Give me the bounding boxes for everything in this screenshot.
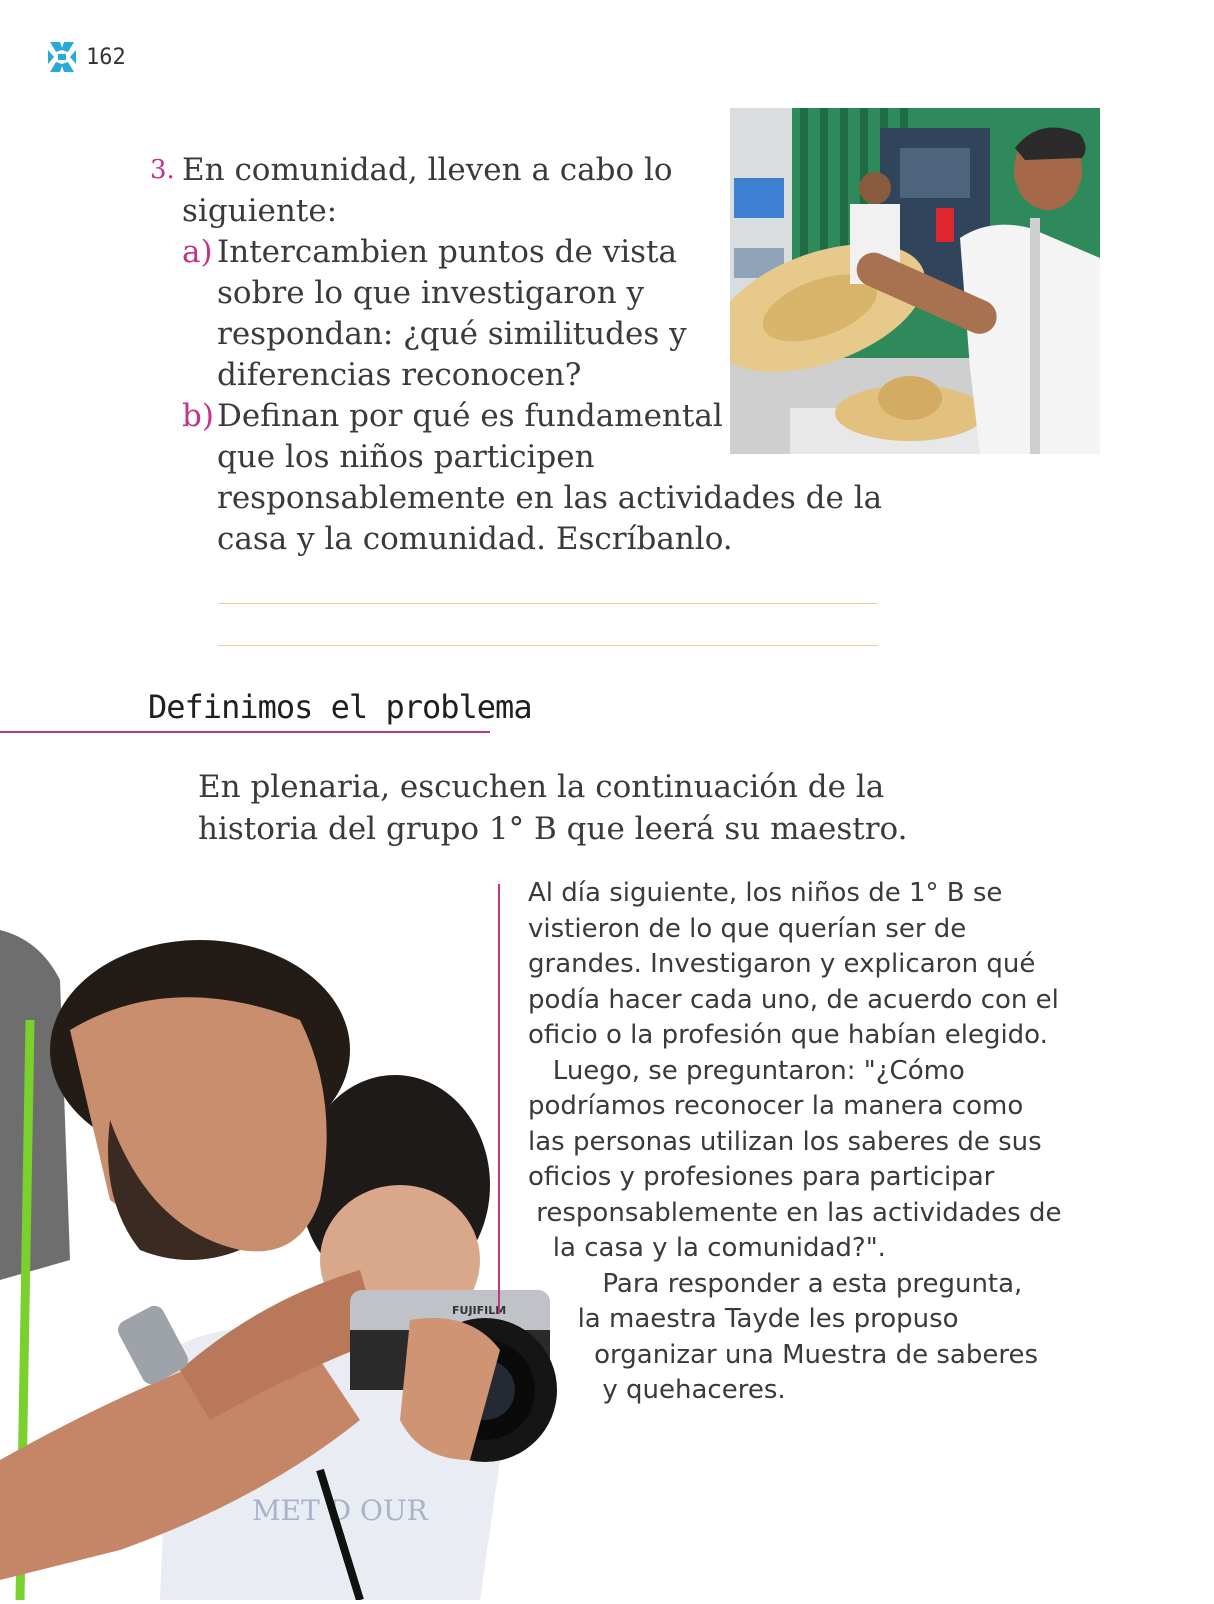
story-line: vistieron de lo que querían ser de	[528, 913, 967, 944]
story-line: organizar una Muestra de saberes	[528, 1339, 1039, 1370]
section-rule	[0, 731, 490, 733]
plenary-line: historia del grupo 1° B que leerá su maestro.	[198, 811, 908, 847]
story-line: oficios y profesiones para participar	[528, 1162, 995, 1192]
book-logo-icon	[48, 40, 76, 74]
question-line: siguiente:	[182, 193, 338, 229]
story-line: podía hacer cada uno, de acuerdo con el	[528, 984, 1059, 1015]
question-line: En comunidad, lleven a cabo lo	[182, 152, 673, 188]
question-number: 3.	[150, 155, 175, 185]
story-line: grandes. Investigaron y explicaron qué	[528, 949, 1036, 979]
story-line: responsablemente en las actividades de	[528, 1197, 1062, 1228]
item-a-letter: a)	[182, 234, 213, 270]
item-b-line: casa y la comunidad. Escríbanlo.	[217, 521, 733, 557]
story-divider	[498, 884, 500, 1314]
page-number	[48, 40, 126, 74]
story-line: Luego, se preguntaron: "¿Cómo	[528, 1055, 965, 1086]
story-line: la maestra Tayde les propuso	[528, 1304, 959, 1334]
item-b-letter: b)	[182, 398, 214, 434]
hat-maker-photo	[730, 108, 1100, 454]
item-a-line: sobre lo que investigaron y	[217, 275, 645, 311]
item-a-line: diferencias reconocen?	[217, 357, 582, 393]
page-number-text: 162	[86, 44, 126, 70]
story-line: oficio o la profesión que habían elegido.	[528, 1020, 1048, 1050]
shirt-text: MET D OUR	[252, 1494, 428, 1527]
plenary-line: En plenaria, escuchen la continuación de la	[198, 769, 885, 805]
story-line: la casa y la comunidad?".	[528, 1233, 886, 1263]
story-line: Para responder a esta pregunta,	[528, 1268, 1023, 1299]
item-b-line: que los niños participen	[217, 439, 595, 475]
story-line: podríamos reconocer la manera como	[528, 1091, 1024, 1121]
story-text	[528, 876, 1061, 1409]
answer-line[interactable]	[218, 645, 878, 646]
item-b-line: Definan por qué es fundamental	[217, 398, 723, 434]
section-title: Definimos el problema	[148, 688, 532, 726]
item-a-line: respondan: ¿qué similitudes y	[217, 316, 687, 352]
item-a-line: Intercambien puntos de vista	[217, 234, 677, 270]
story-line: y quehaceres.	[528, 1375, 786, 1405]
story-line: las personas utilizan los saberes de sus	[528, 1126, 1042, 1157]
item-b-line: responsablemente en las actividades de la	[217, 480, 883, 516]
story-line: Al día siguiente, los niños de 1° B se	[528, 878, 1003, 908]
camera-brand: FUJIFILM	[452, 1304, 507, 1317]
plenary-instructions	[198, 766, 908, 850]
answer-line[interactable]	[218, 603, 878, 604]
